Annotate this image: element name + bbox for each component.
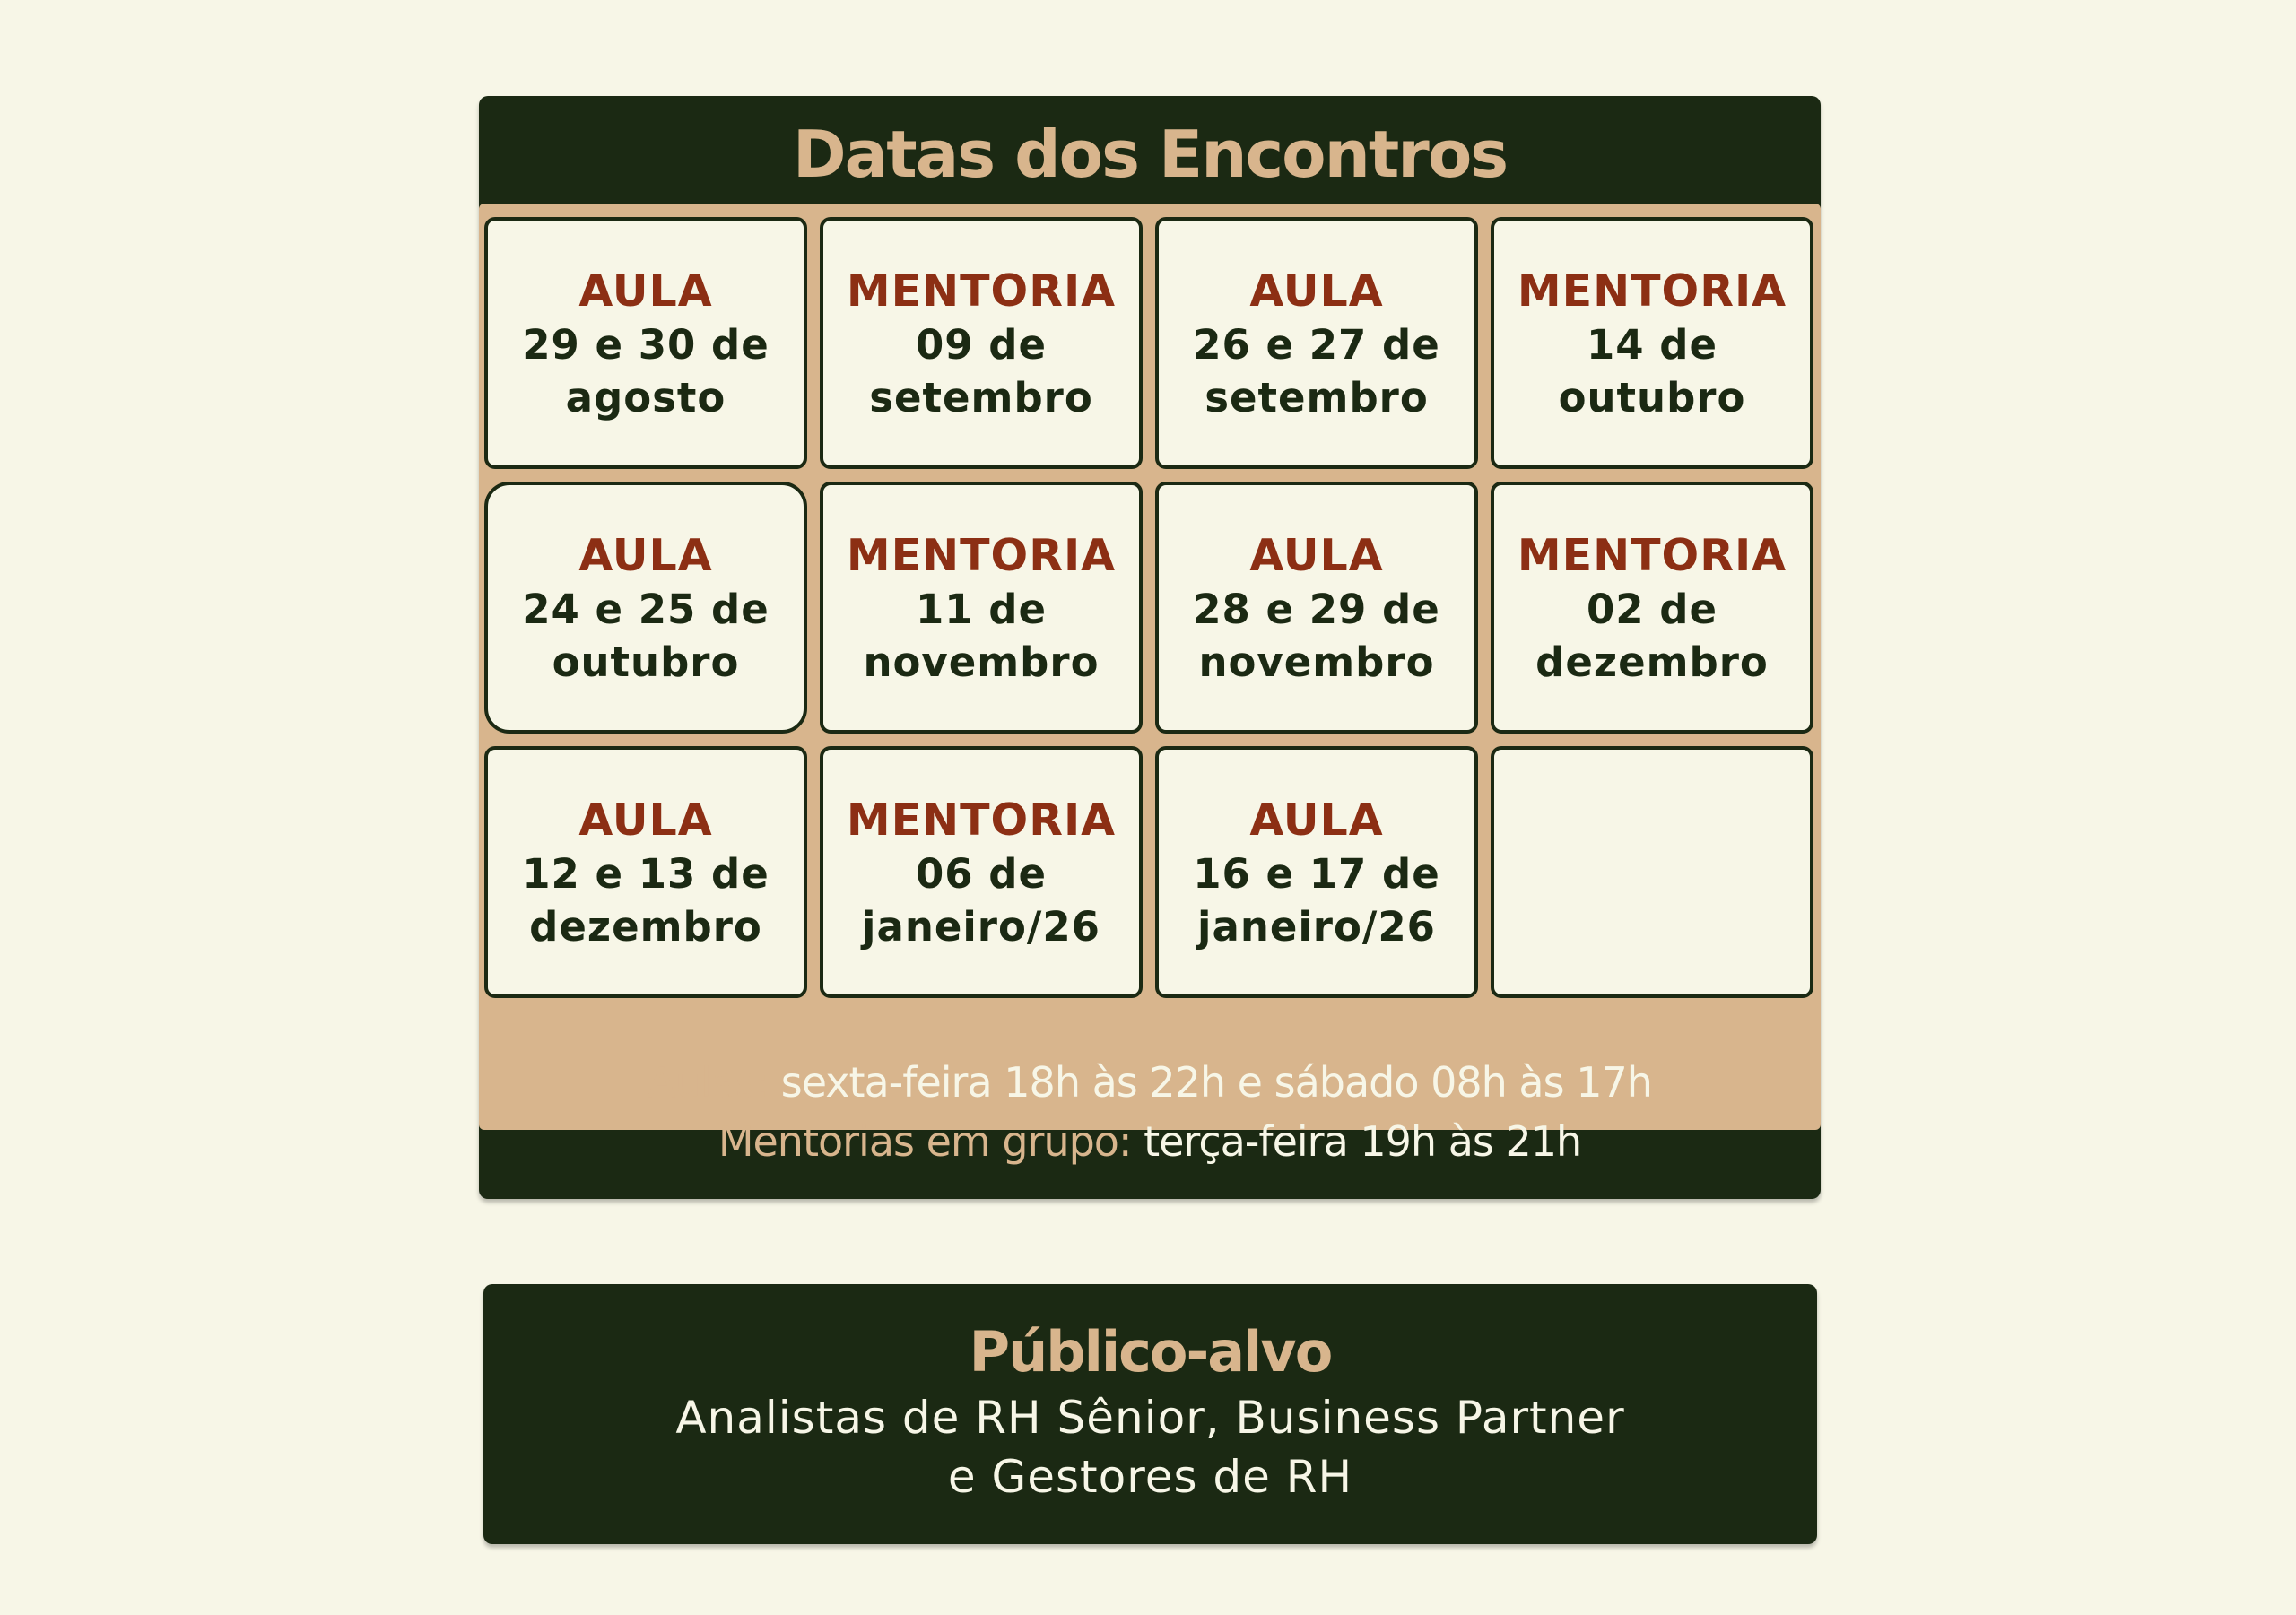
classes-schedule <box>479 1053 1821 1112</box>
card-type: AULA <box>1249 529 1384 581</box>
date-card <box>820 217 1143 469</box>
card-date: 28 e 29 de novembro <box>1193 585 1440 686</box>
card-type: MENTORIA <box>846 265 1117 317</box>
mentoring-value: terça-feira 19h às 21h <box>1131 1117 1582 1166</box>
card-date: 14 de outubro <box>1558 320 1746 421</box>
card-type: AULA <box>578 529 713 581</box>
date-card <box>484 746 807 998</box>
date-card <box>1155 482 1478 734</box>
card-type: MENTORIA <box>1517 265 1787 317</box>
mentoring-schedule <box>479 1112 1821 1171</box>
audience-description <box>483 1388 1817 1506</box>
card-type: MENTORIA <box>1517 529 1787 581</box>
card-date: 09 de setembro <box>869 320 1093 421</box>
audience-line: Analistas de RH Sênior, Business Partner <box>675 1392 1625 1444</box>
date-card <box>1155 746 1478 998</box>
audience-line: e Gestores de RH <box>947 1451 1353 1503</box>
audience-title: Público-alvo <box>969 1319 1332 1385</box>
card-date: 06 de janeiro/26 <box>862 849 1100 951</box>
schedule-grid <box>484 217 1815 1116</box>
card-date: 24 e 25 de outubro <box>522 585 770 686</box>
schedule-panel <box>479 96 1821 1199</box>
schedule-info <box>479 1053 1821 1171</box>
card-type: MENTORIA <box>846 529 1117 581</box>
card-type: AULA <box>578 265 713 317</box>
classes-label: Aulas: <box>648 1058 770 1107</box>
audience-panel <box>483 1284 1817 1544</box>
schedule-title: Datas dos Encontros <box>792 117 1508 192</box>
date-card <box>820 746 1143 998</box>
card-date: 12 e 13 de dezembro <box>522 849 770 951</box>
date-card <box>820 482 1143 734</box>
date-card <box>484 217 807 469</box>
card-date: 26 e 27 de setembro <box>1193 320 1440 421</box>
card-date: 11 de novembro <box>863 585 1100 686</box>
card-date: 16 e 17 de janeiro/26 <box>1193 849 1440 951</box>
date-card <box>484 482 807 734</box>
date-card <box>1155 217 1478 469</box>
card-date: 29 e 30 de agosto <box>522 320 770 421</box>
card-type: AULA <box>578 794 713 846</box>
classes-value: sexta-feira 18h às 22h e sábado 08h às 17h <box>769 1058 1652 1107</box>
date-card <box>1491 482 1813 734</box>
card-date: 02 de dezembro <box>1535 585 1769 686</box>
mentoring-label: Mentorias em grupo: <box>718 1117 1132 1166</box>
card-type: AULA <box>1249 265 1384 317</box>
card-type: MENTORIA <box>846 794 1117 846</box>
empty-date-card <box>1491 746 1813 998</box>
date-card <box>1491 217 1813 469</box>
card-type: AULA <box>1249 794 1384 846</box>
